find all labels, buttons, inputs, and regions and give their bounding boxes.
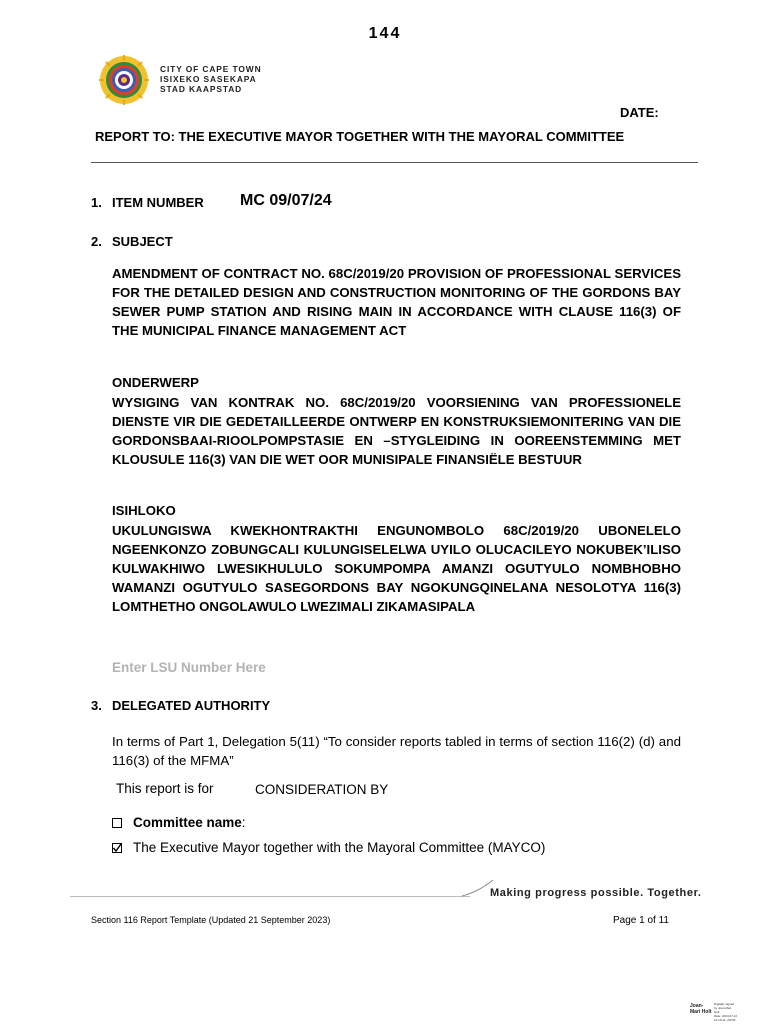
page-number: 144 (368, 25, 402, 42)
item-number-value: MC 09/07/24 (240, 192, 332, 209)
logo-text (160, 64, 262, 94)
option-committee-label: Committee name (133, 815, 242, 830)
signature-line: Mari Holt (690, 1009, 712, 1015)
checked-box-icon[interactable] (112, 843, 122, 853)
date-label: DATE: (620, 105, 659, 120)
signature-note-line: Holt (714, 1010, 720, 1014)
option-mayco[interactable] (112, 840, 545, 855)
section-3-number: 3. (91, 698, 102, 713)
signature-note-line: 14:10:11 +02'00' (714, 1018, 736, 1022)
header-divider (91, 162, 698, 163)
signature-note-line: Date: 2024.07.22 (714, 1014, 738, 1018)
signature-line: Joan- (690, 1003, 704, 1009)
city-logo-icon (98, 54, 150, 106)
footer-template: Section 116 Report Template (Updated 21 September 2023) (91, 915, 331, 925)
logo-line: ISIXEKO SASEKAPA (160, 74, 257, 84)
signature-note-line: by Joan-Mari (714, 1006, 732, 1010)
footer-divider (70, 896, 470, 897)
signature-note-line: Digitally signed (714, 1002, 735, 1006)
section-2-label: SUBJECT (112, 234, 173, 249)
subject-afrikaans-heading: ONDERWERP (112, 375, 199, 390)
subject-xhosa-heading: ISIHLOKO (112, 503, 176, 518)
unchecked-box-icon[interactable] (112, 818, 122, 828)
report-for-label: This report is for (116, 781, 214, 796)
subject-xhosa: UKULUNGISWA KWEKHONTRAKTHI ENGUNOMBOLO 68C/2019/20 UBONELELO NGEENKONZO ZOBUNGCALI KULUNGISELELWA UYILO OLUCACILEYO NOKUBEK’ILISO KULWAKHIWO LWESIKHULULO SOKUMPOMPA AMANZI OGUTYULO NOMBHOBHO WAMANZI OGUTYULO SASEGORDONS BAY NGOKUNGQINELANA NESOLOTYA 116(3) LOMTHETHO ONGOLAWULO LWEZIMALI ZIKAMASIPALA (112, 523, 681, 614)
signature-note (714, 1002, 737, 1022)
report-for-value[interactable]: CONSIDERATION BY (255, 782, 389, 797)
section-3-label: DELEGATED AUTHORITY (112, 698, 271, 713)
logo-line: CITY OF CAPE TOWN (160, 64, 262, 74)
footer-page: Page 1 of 11 (613, 915, 669, 926)
section-1-label: ITEM NUMBER (112, 195, 204, 210)
lsu-number-placeholder[interactable]: Enter LSU Number Here (112, 660, 266, 675)
report-to-heading: REPORT TO: THE EXECUTIVE MAYOR TOGETHER WITH THE MAYORAL COMMITTEE (95, 129, 625, 144)
subject-afrikaans: WYSIGING VAN KONTRAK NO. 68C/2019/20 VOORSIENING VAN PROFESSIONELE DIENSTE VIR DIE GEDETAILLEERDE ONTWERP EN KONSTRUKSIEMONITERING VAN DIE GORDONSBAAI-RIOOLPOMPSTASIE EN –STYGLEIDING IN OOREENSTEMMING MET KLOUSULE 116(3) VAN DIE WET OOR MUNISIPALE FINANSIËLE BESTUUR (112, 395, 681, 467)
option-committee[interactable] (112, 815, 246, 830)
option-committee-suffix: : (241, 815, 246, 830)
footer-tagline: Making progress possible. Together. (490, 887, 702, 899)
signature-name (690, 1003, 711, 1015)
section-2-number: 2. (91, 234, 102, 249)
authority-text: In terms of Part 1, Delegation 5(11) “To consider reports tabled in terms of section 116(2) (d) and 116(3) of the MFMA” (112, 734, 681, 768)
section-1-number: 1. (91, 195, 102, 210)
subject-english: AMENDMENT OF CONTRACT NO. 68C/2019/20 PROVISION OF PROFESSIONAL SERVICES FOR THE DETAILED DESIGN AND CONSTRUCTION MONITORING OF THE GORDONS BAY SEWER PUMP STATION AND RISING MAIN IN ACCORDANCE WITH CLAUSE 116(3) OF THE MUNICIPAL FINANCE MANAGEMENT ACT (112, 266, 681, 338)
logo-line: STAD KAAPSTAD (160, 84, 243, 94)
option-mayco-label: The Executive Mayor together with the Mayoral Committee (MAYCO) (133, 840, 546, 855)
